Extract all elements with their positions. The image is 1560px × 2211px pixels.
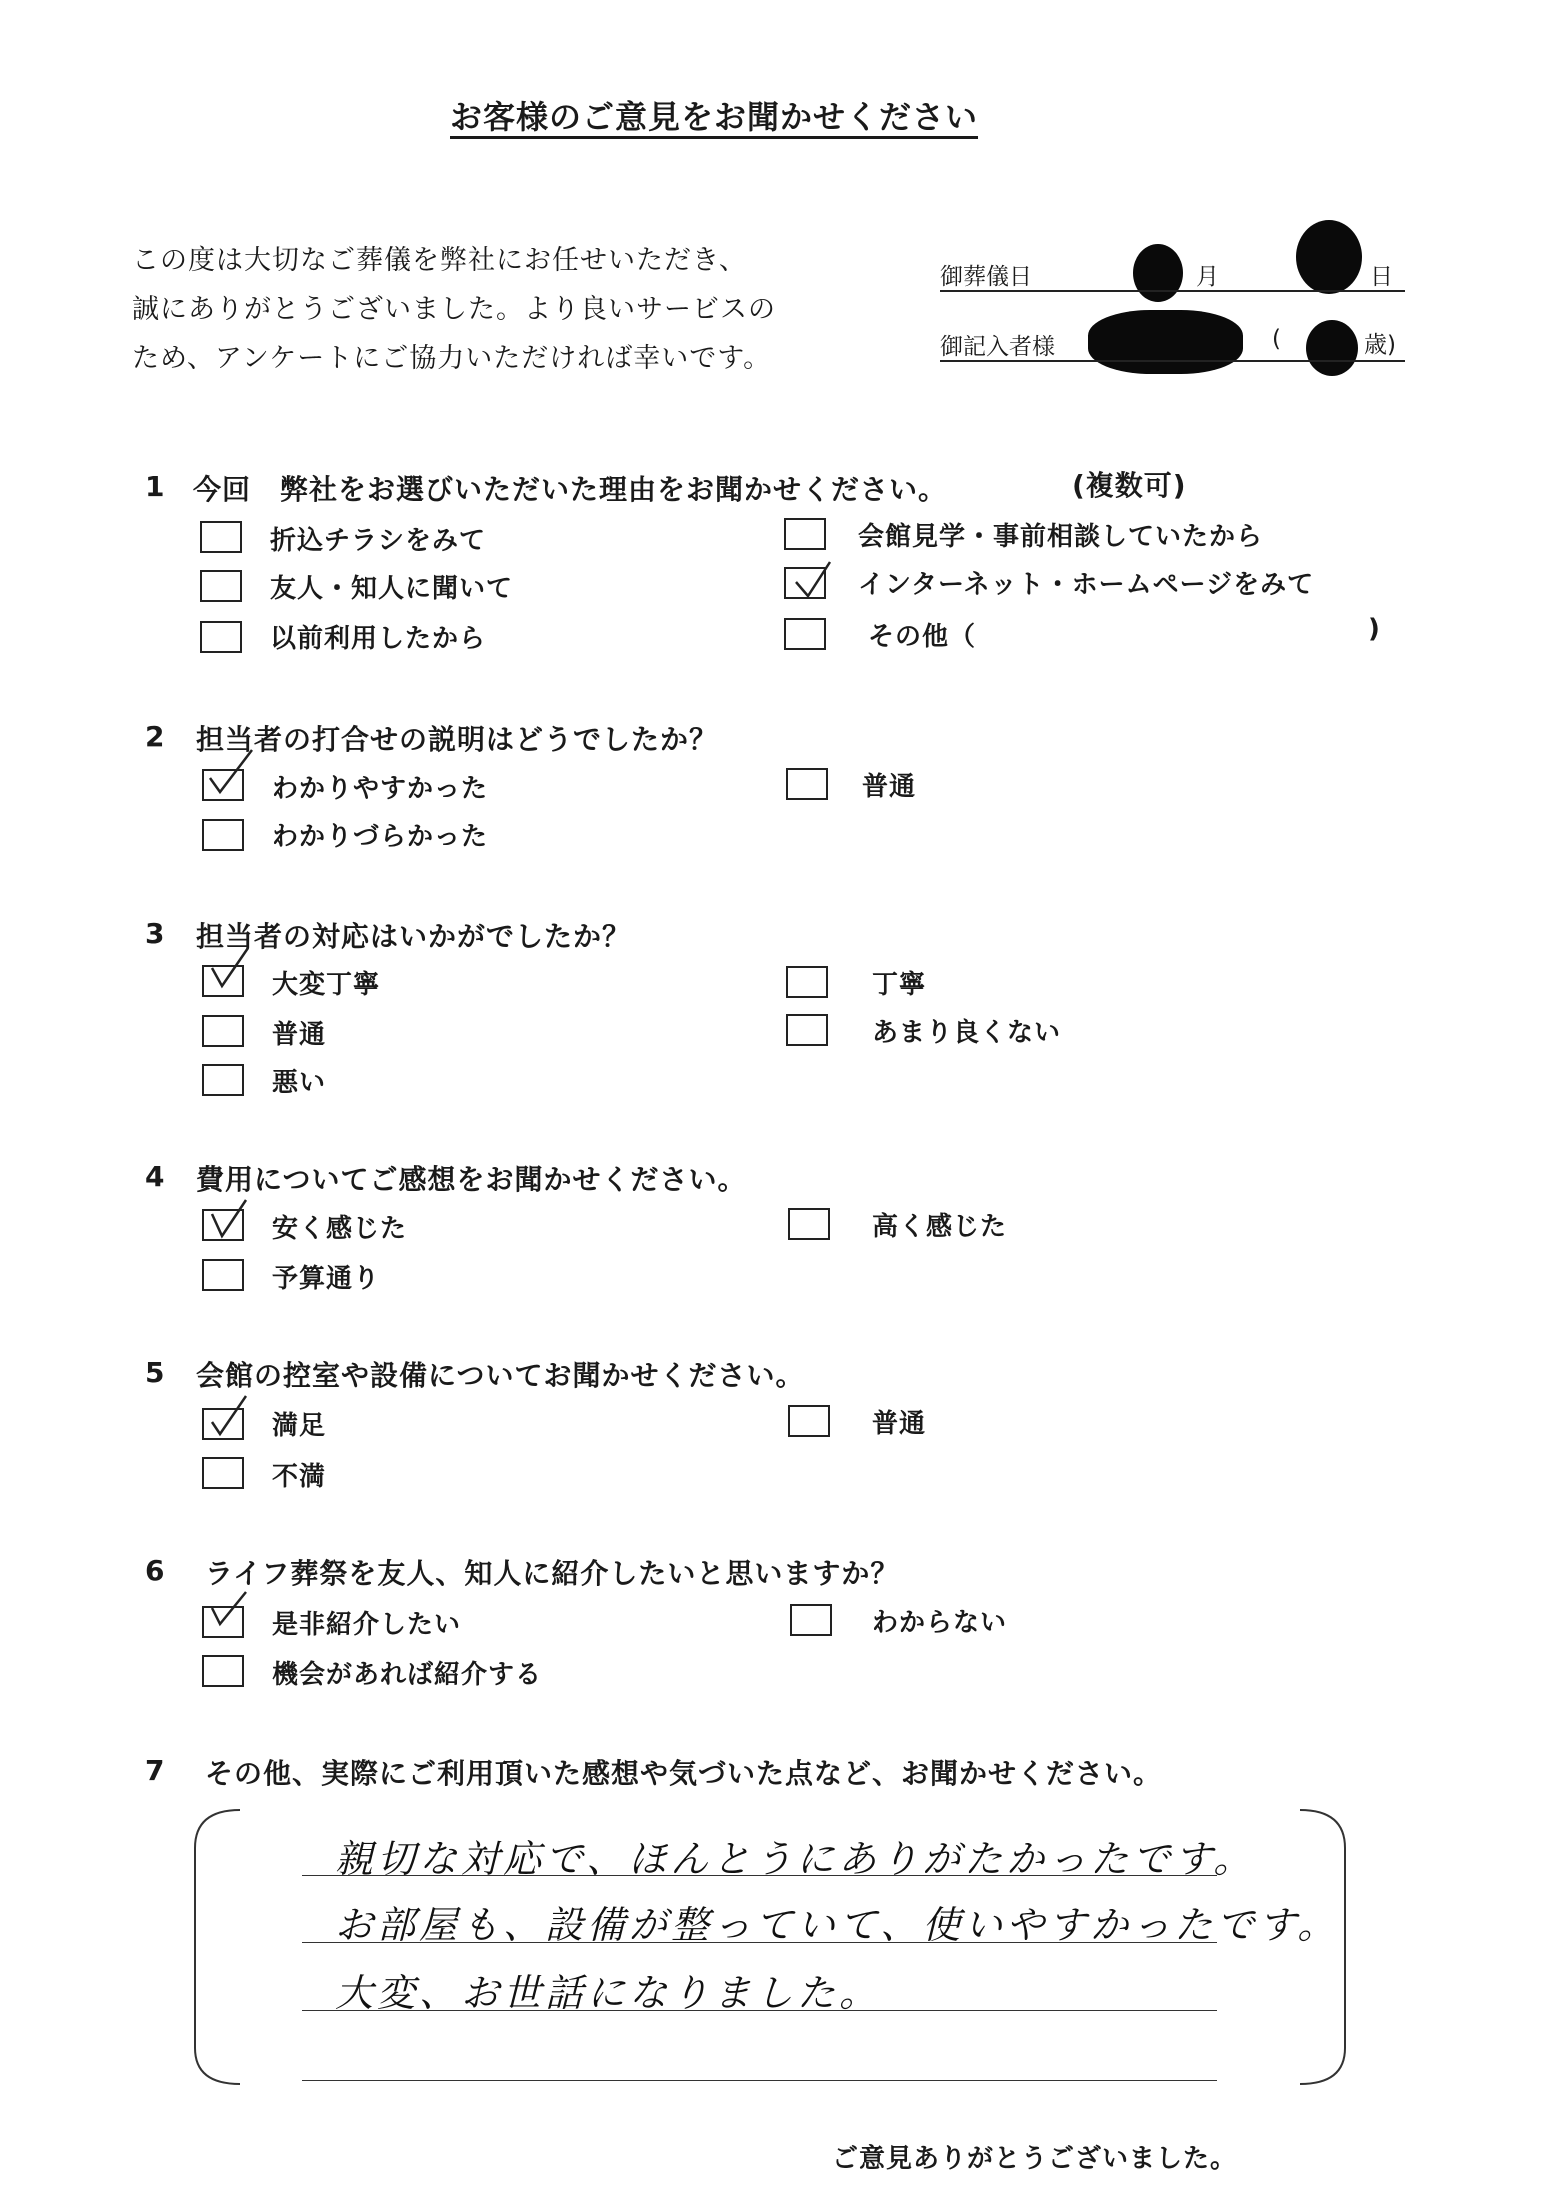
q2-number: 2 <box>145 720 165 753</box>
comment-text-1: 親切な対応で、ほんとうにありがたかったです。 <box>335 1837 1256 1881</box>
q1-text: 今回 弊社をお選びいただいた理由をお聞かせください。 <box>193 473 948 506</box>
q5-option-satisfied: 満足 <box>272 1411 327 1441</box>
q3-checkbox-bad[interactable] <box>202 1064 244 1096</box>
q5-number: 5 <box>145 1356 165 1389</box>
q4-option-budget: 予算通り <box>272 1264 381 1294</box>
day-label: 日 <box>1370 264 1393 290</box>
q2-checkmark-clear <box>206 748 256 794</box>
redacted-author <box>1088 310 1243 374</box>
q2-option-normal: 普通 <box>862 772 917 802</box>
age-label: 歳) <box>1364 332 1396 358</box>
q4-checkbox-budget[interactable] <box>202 1259 244 1291</box>
redacted-month <box>1133 244 1183 302</box>
q4-option-expensive: 高く感じた <box>872 1212 1008 1242</box>
q4-text: 費用についてご感想をお聞かせください。 <box>196 1163 747 1196</box>
q1-note: (複数可) <box>1072 469 1187 502</box>
q1-checkbox-flyer[interactable] <box>200 521 242 553</box>
funeral-date-underline <box>940 290 1405 292</box>
q1-checkbox-friend[interactable] <box>200 570 242 602</box>
q1-option-other: その他（ <box>868 622 977 652</box>
q6-checkmark-recommend <box>206 1590 256 1636</box>
author-underline <box>940 360 1405 362</box>
q6-checkbox-unsure[interactable] <box>790 1604 832 1636</box>
q5-option-normal: 普通 <box>872 1409 927 1439</box>
q1-option-flyer: 折込チラシをみて <box>270 526 487 556</box>
comment-text-2: お部屋も、設備が整っていて、使いやすかったです。 <box>335 1903 1340 1947</box>
q3-checkbox-polite[interactable] <box>786 966 828 998</box>
q6-option-unsure: わからない <box>872 1608 1008 1638</box>
comment-line-4 <box>302 2080 1217 2081</box>
q1-checkbox-other[interactable] <box>784 618 826 650</box>
q6-text: ライフ葬祭を友人、知人に紹介したいと思いますか？ <box>205 1557 900 1590</box>
q3-option-not-good: あまり良くない <box>872 1018 1062 1048</box>
q3-option-bad: 悪い <box>272 1068 327 1098</box>
q3-option-polite: 丁寧 <box>872 970 927 1000</box>
closing-message: ご意見ありがとうございました。 <box>832 2144 1238 2174</box>
redacted-age <box>1306 320 1358 376</box>
comment-text-3: 大変、お世話になりました。 <box>335 1971 882 2015</box>
q4-checkbox-expensive[interactable] <box>788 1208 830 1240</box>
page-title: お客様のご意見をお聞かせください <box>450 98 979 136</box>
q7-text: その他、実際にご利用頂いた感想や気づいた点など、お聞かせください。 <box>205 1757 1163 1790</box>
author-label: 御記入者様 <box>940 334 1055 360</box>
age-open-paren: ( <box>1272 326 1281 352</box>
q3-number: 3 <box>145 917 165 950</box>
funeral-date-label: 御葬儀日 <box>940 264 1032 290</box>
q2-option-unclear: わかりづらかった <box>272 822 489 852</box>
intro-line-3: ため、アンケートにご協力いただければ幸いです。 <box>132 343 772 374</box>
q2-checkbox-unclear[interactable] <box>202 819 244 851</box>
q2-checkbox-normal[interactable] <box>786 768 828 800</box>
q6-number: 6 <box>145 1554 165 1587</box>
month-label: 月 <box>1196 264 1219 290</box>
q3-option-normal: 普通 <box>272 1020 327 1050</box>
q7-number: 7 <box>145 1754 165 1787</box>
q3-checkmark-very-polite <box>206 946 256 992</box>
q1-other-close-paren: ) <box>1368 614 1381 644</box>
q1-option-previous: 以前利用したから <box>270 624 487 654</box>
q5-checkmark-satisfied <box>206 1392 256 1438</box>
q3-checkbox-not-good[interactable] <box>786 1014 828 1046</box>
q5-text: 会館の控室や設備についてお聞かせください。 <box>196 1359 805 1392</box>
q5-checkbox-normal[interactable] <box>788 1405 830 1437</box>
q6-checkbox-if-chance[interactable] <box>202 1655 244 1687</box>
intro-line-2: 誠にありがとうございました。より良いサービスの <box>132 294 776 325</box>
q1-number: 1 <box>145 470 165 503</box>
q5-option-dissatisfied: 不満 <box>272 1462 327 1492</box>
q6-option-if-chance: 機会があれば紹介する <box>272 1660 543 1690</box>
q3-text: 担当者の対応はいかがでしたか？ <box>196 920 632 953</box>
q3-checkbox-normal[interactable] <box>202 1015 244 1047</box>
q1-option-internet: インターネット・ホームページをみて <box>858 570 1315 600</box>
q1-checkbox-previous[interactable] <box>200 621 242 653</box>
q4-number: 4 <box>145 1160 165 1193</box>
q4-option-cheap: 安く感じた <box>272 1214 408 1244</box>
q3-option-very-polite: 大変丁寧 <box>272 970 381 1000</box>
redacted-day <box>1296 220 1362 294</box>
q1-checkmark-internet <box>792 556 842 602</box>
q1-checkbox-hall-visit[interactable] <box>784 518 826 550</box>
q6-option-recommend: 是非紹介したい <box>272 1610 462 1640</box>
q2-text: 担当者の打合せの説明はどうでしたか？ <box>196 723 719 756</box>
intro-line-1: この度は大切なご葬儀を弊社にお任せいただき、 <box>132 245 747 276</box>
q1-option-friend: 友人・知人に聞いて <box>270 574 514 604</box>
q4-checkmark-cheap <box>206 1196 256 1242</box>
q5-checkbox-dissatisfied[interactable] <box>202 1457 244 1489</box>
q1-option-hall-visit: 会館見学・事前相談していたから <box>858 522 1264 552</box>
q2-option-clear: わかりやすかった <box>272 774 489 804</box>
